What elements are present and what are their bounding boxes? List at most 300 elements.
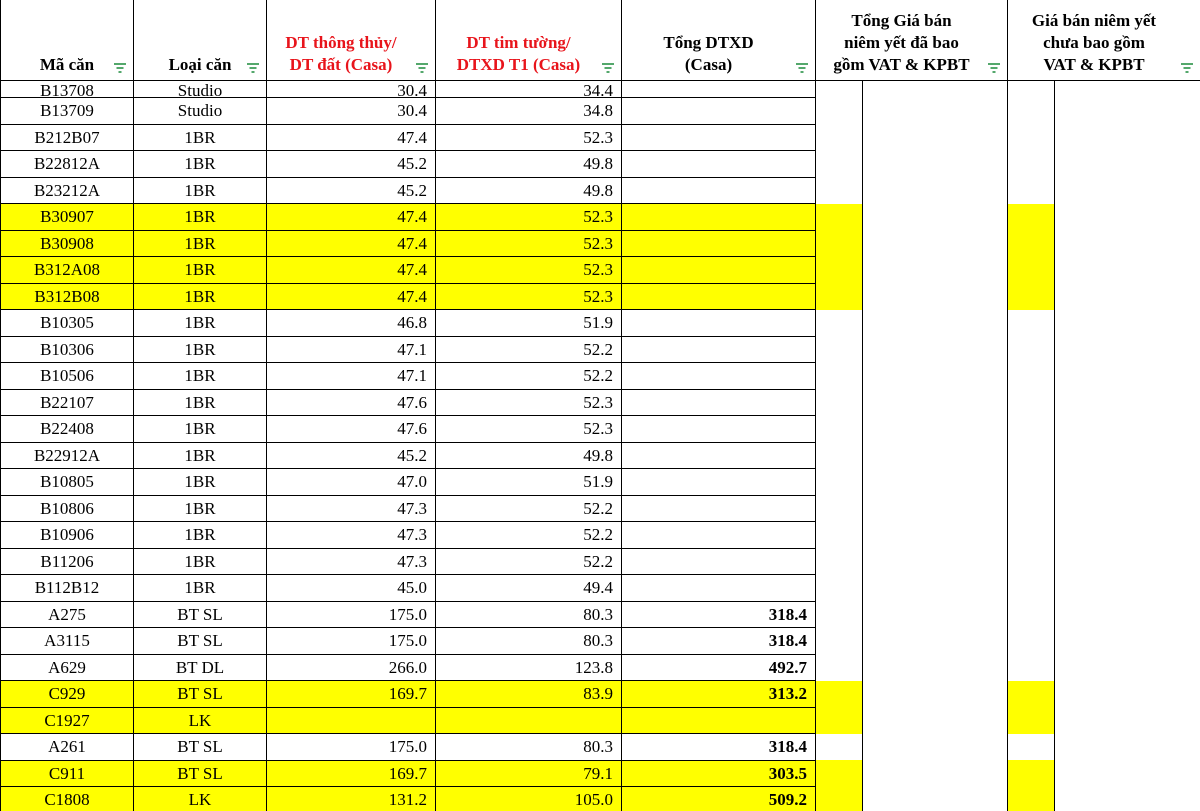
cell-area-wall[interactable]: 80.3 <box>436 628 622 655</box>
header-type <box>134 0 267 81</box>
cell-area-wall[interactable]: 51.9 <box>436 310 622 337</box>
cell-area-wall[interactable]: 123.8 <box>436 654 622 681</box>
cell-fill-strip <box>816 283 863 310</box>
cell-fill-strip <box>1008 760 1055 787</box>
cell-area-net[interactable]: 169.7 <box>267 760 436 787</box>
cell-price-incl[interactable] <box>816 442 1008 469</box>
table-row <box>1 389 1200 416</box>
cell-price-incl[interactable] <box>816 707 1008 734</box>
header-price-excl <box>1008 0 1200 81</box>
header-type-label: Loại căn <box>168 55 232 74</box>
cell-price-incl[interactable] <box>816 283 1008 310</box>
cell-fill-strip <box>816 548 863 575</box>
cell-total-area[interactable]: 318.4 <box>622 628 816 655</box>
filter-icon[interactable] <box>1180 62 1194 74</box>
cell-code[interactable]: C1808 <box>1 787 134 811</box>
cell-total-area[interactable] <box>622 98 816 125</box>
header-price-incl-line2: niêm yết đã bao <box>844 33 959 52</box>
cell-fill-strip <box>816 98 863 125</box>
cell-fill-strip <box>1008 204 1055 231</box>
cell-fill-strip <box>816 177 863 204</box>
header-area-net-line2: DT đất (Casa) <box>289 55 393 74</box>
cell-code[interactable]: B22912A <box>1 442 134 469</box>
cell-area-wall[interactable]: 52.3 <box>436 389 622 416</box>
cell-type[interactable]: 1BR <box>134 283 267 310</box>
cell-price-excl[interactable] <box>1008 469 1200 496</box>
cell-type[interactable]: BT SL <box>134 760 267 787</box>
cell-type[interactable]: 1BR <box>134 416 267 443</box>
cell-code[interactable]: B10805 <box>1 469 134 496</box>
cell-fill-strip <box>816 522 863 549</box>
cell-price-incl[interactable] <box>816 787 1008 811</box>
cell-area-net[interactable]: 47.4 <box>267 257 436 284</box>
cell-type[interactable]: 1BR <box>134 522 267 549</box>
cell-price-excl[interactable] <box>1008 442 1200 469</box>
cell-price-incl[interactable] <box>816 98 1008 125</box>
cell-area-wall[interactable]: 52.3 <box>436 230 622 257</box>
cell-price-incl[interactable] <box>816 204 1008 231</box>
cell-total-area[interactable]: 313.2 <box>622 681 816 708</box>
cell-price-incl[interactable] <box>816 230 1008 257</box>
cell-price-excl[interactable] <box>1008 522 1200 549</box>
cell-area-wall[interactable]: 34.8 <box>436 98 622 125</box>
cell-area-wall[interactable]: 79.1 <box>436 760 622 787</box>
cell-area-wall[interactable]: 80.3 <box>436 601 622 628</box>
cell-area-wall[interactable]: 52.2 <box>436 495 622 522</box>
cell-area-wall[interactable]: 49.8 <box>436 177 622 204</box>
cell-total-area[interactable] <box>622 707 816 734</box>
table-row <box>1 760 1200 787</box>
cell-price-incl[interactable] <box>816 151 1008 178</box>
cell-type[interactable]: 1BR <box>134 204 267 231</box>
cell-total-area[interactable] <box>622 416 816 443</box>
cell-price-excl[interactable] <box>1008 283 1200 310</box>
table-row <box>1 442 1200 469</box>
cell-total-area[interactable]: 492.7 <box>622 654 816 681</box>
cell-area-net[interactable]: 47.3 <box>267 522 436 549</box>
cell-price-excl[interactable] <box>1008 760 1200 787</box>
cell-area-wall[interactable] <box>436 707 622 734</box>
cell-fill-strip <box>816 442 863 469</box>
cell-price-excl[interactable] <box>1008 548 1200 575</box>
cell-total-area[interactable] <box>622 124 816 151</box>
cell-area-net[interactable]: 47.0 <box>267 469 436 496</box>
cell-type[interactable]: 1BR <box>134 310 267 337</box>
cell-fill-strip <box>1008 363 1055 390</box>
header-price-excl-line1: Giá bán niêm yết <box>1031 11 1157 30</box>
cell-fill-strip <box>1008 654 1055 681</box>
cell-price-incl[interactable] <box>816 257 1008 284</box>
cell-fill-strip <box>816 495 863 522</box>
cell-price-excl[interactable] <box>1008 734 1200 761</box>
header-total-area-line2: (Casa) <box>684 55 733 74</box>
header-area-wall-line1: DT tim tường/ <box>466 33 571 52</box>
cell-area-wall[interactable]: 52.2 <box>436 548 622 575</box>
cell-type[interactable]: 1BR <box>134 548 267 575</box>
cell-area-net[interactable]: 47.1 <box>267 363 436 390</box>
cell-fill-strip <box>1008 787 1055 811</box>
cell-type[interactable]: LK <box>134 707 267 734</box>
cell-area-wall[interactable]: 52.3 <box>436 204 622 231</box>
cell-type[interactable]: LK <box>134 787 267 811</box>
cell-area-net[interactable]: 169.7 <box>267 681 436 708</box>
cell-total-area[interactable]: 509.2 <box>622 787 816 811</box>
filter-icon[interactable] <box>601 62 615 74</box>
header-price-excl-line2: chưa bao gồm <box>1043 33 1145 52</box>
cell-fill-strip <box>1008 442 1055 469</box>
cell-fill-strip <box>816 416 863 443</box>
cell-code[interactable]: C911 <box>1 760 134 787</box>
cell-code[interactable]: B13708 <box>1 81 134 98</box>
cell-area-wall[interactable]: 52.2 <box>436 363 622 390</box>
cell-total-area[interactable] <box>622 310 816 337</box>
cell-total-area[interactable] <box>622 177 816 204</box>
cell-type[interactable]: 1BR <box>134 257 267 284</box>
header-price-incl <box>816 0 1008 81</box>
cell-fill-strip <box>1008 681 1055 708</box>
header-area-net <box>267 0 436 81</box>
cell-code[interactable]: B10906 <box>1 522 134 549</box>
header-price-incl-line1: Tổng Giá bán <box>851 11 952 30</box>
cell-area-net[interactable] <box>267 707 436 734</box>
table-row <box>1 469 1200 496</box>
cell-area-net[interactable]: 47.4 <box>267 230 436 257</box>
cell-area-net[interactable]: 131.2 <box>267 787 436 811</box>
cell-code[interactable]: B312A08 <box>1 257 134 284</box>
filter-icon[interactable] <box>795 62 809 74</box>
cell-price-incl[interactable] <box>816 654 1008 681</box>
cell-area-net[interactable]: 45.2 <box>267 151 436 178</box>
cell-total-area[interactable] <box>622 204 816 231</box>
cell-fill-strip <box>816 601 863 628</box>
cell-fill-strip <box>816 310 863 337</box>
cell-total-area[interactable]: 303.5 <box>622 760 816 787</box>
cell-total-area[interactable] <box>622 336 816 363</box>
cell-fill-strip <box>816 257 863 284</box>
table-row <box>1 681 1200 708</box>
cell-fill-strip <box>816 363 863 390</box>
cell-area-net[interactable]: 45.0 <box>267 575 436 602</box>
cell-code[interactable]: B10306 <box>1 336 134 363</box>
cell-area-net[interactable]: 47.4 <box>267 204 436 231</box>
cell-fill-strip <box>1008 548 1055 575</box>
table-row <box>1 230 1200 257</box>
cell-fill-strip <box>1008 628 1055 655</box>
cell-type[interactable]: 1BR <box>134 389 267 416</box>
table-row <box>1 98 1200 125</box>
cell-fill-strip <box>816 389 863 416</box>
cell-code[interactable]: C929 <box>1 681 134 708</box>
cell-fill-strip <box>816 734 863 761</box>
cell-fill-strip <box>816 654 863 681</box>
cell-price-excl[interactable] <box>1008 257 1200 284</box>
cell-type[interactable]: Studio <box>134 98 267 125</box>
cell-type[interactable]: BT SL <box>134 628 267 655</box>
table-row <box>1 495 1200 522</box>
cell-fill-strip <box>1008 177 1055 204</box>
cell-area-wall[interactable]: 52.2 <box>436 336 622 363</box>
table-row <box>1 522 1200 549</box>
cell-area-net[interactable]: 47.6 <box>267 389 436 416</box>
header-total-area <box>622 0 816 81</box>
cell-total-area[interactable] <box>622 389 816 416</box>
table-row <box>1 283 1200 310</box>
cell-code[interactable]: B10506 <box>1 363 134 390</box>
cell-price-excl[interactable] <box>1008 336 1200 363</box>
table-row <box>1 707 1200 734</box>
cell-type[interactable]: BT SL <box>134 601 267 628</box>
cell-price-incl[interactable] <box>816 336 1008 363</box>
cell-fill-strip <box>816 230 863 257</box>
cell-code[interactable]: B13709 <box>1 98 134 125</box>
cell-area-net[interactable]: 175.0 <box>267 628 436 655</box>
cell-code[interactable]: B10305 <box>1 310 134 337</box>
cell-price-excl[interactable] <box>1008 98 1200 125</box>
cell-total-area[interactable] <box>622 575 816 602</box>
cell-price-incl[interactable] <box>816 760 1008 787</box>
cell-price-incl[interactable] <box>816 389 1008 416</box>
cell-price-incl[interactable] <box>816 416 1008 443</box>
cell-fill-strip <box>1008 81 1055 98</box>
cell-area-wall[interactable]: 49.8 <box>436 151 622 178</box>
cell-price-excl[interactable] <box>1008 495 1200 522</box>
cell-fill-strip <box>816 124 863 151</box>
cell-fill-strip <box>1008 522 1055 549</box>
header-area-wall-line2: DTXD T1 (Casa) <box>456 55 581 74</box>
cell-price-excl[interactable] <box>1008 389 1200 416</box>
cell-price-incl[interactable] <box>816 310 1008 337</box>
cell-code[interactable]: B11206 <box>1 548 134 575</box>
cell-type[interactable]: BT SL <box>134 734 267 761</box>
cell-price-excl[interactable] <box>1008 363 1200 390</box>
cell-fill-strip <box>1008 601 1055 628</box>
table-row <box>1 787 1200 811</box>
cell-area-wall[interactable]: 52.3 <box>436 124 622 151</box>
cell-price-excl[interactable] <box>1008 124 1200 151</box>
cell-price-excl[interactable] <box>1008 707 1200 734</box>
cell-code[interactable]: A261 <box>1 734 134 761</box>
cell-fill-strip <box>816 336 863 363</box>
cell-code[interactable]: C1927 <box>1 707 134 734</box>
cell-total-area[interactable] <box>622 495 816 522</box>
cell-total-area[interactable] <box>622 469 816 496</box>
cell-fill-strip <box>816 787 863 811</box>
cell-total-area[interactable] <box>622 151 816 178</box>
cell-code[interactable]: B30907 <box>1 204 134 231</box>
cell-price-incl[interactable] <box>816 81 1008 98</box>
table-row <box>1 628 1200 655</box>
cell-area-wall[interactable]: 83.9 <box>436 681 622 708</box>
cell-area-net[interactable]: 175.0 <box>267 601 436 628</box>
cell-price-excl[interactable] <box>1008 654 1200 681</box>
cell-type[interactable]: BT DL <box>134 654 267 681</box>
cell-code[interactable]: B22408 <box>1 416 134 443</box>
cell-price-incl[interactable] <box>816 495 1008 522</box>
header-code <box>1 0 134 81</box>
cell-total-area[interactable] <box>622 283 816 310</box>
cell-area-wall[interactable]: 52.3 <box>436 283 622 310</box>
cell-total-area[interactable]: 318.4 <box>622 734 816 761</box>
cell-price-incl[interactable] <box>816 734 1008 761</box>
cell-price-incl[interactable] <box>816 522 1008 549</box>
cell-fill-strip <box>816 681 863 708</box>
cell-total-area[interactable] <box>622 81 816 98</box>
cell-fill-strip <box>816 81 863 98</box>
cell-code[interactable]: A275 <box>1 601 134 628</box>
cell-area-net[interactable]: 47.3 <box>267 495 436 522</box>
cell-price-incl[interactable] <box>816 469 1008 496</box>
cell-total-area[interactable] <box>622 522 816 549</box>
cell-fill-strip <box>1008 257 1055 284</box>
cell-area-net[interactable]: 175.0 <box>267 734 436 761</box>
cell-price-excl[interactable] <box>1008 204 1200 231</box>
table-row <box>1 310 1200 337</box>
cell-total-area[interactable] <box>622 257 816 284</box>
header-price-incl-line3: gồm VAT & KPBT <box>833 55 970 74</box>
header-price-excl-line3: VAT & KPBT <box>1043 55 1145 74</box>
cell-code[interactable]: B10806 <box>1 495 134 522</box>
cell-fill-strip <box>816 469 863 496</box>
cell-price-incl[interactable] <box>816 681 1008 708</box>
cell-code[interactable]: B22107 <box>1 389 134 416</box>
header-area-wall <box>436 0 622 81</box>
cell-area-net[interactable]: 30.4 <box>267 98 436 125</box>
cell-price-incl[interactable] <box>816 601 1008 628</box>
cell-area-wall[interactable]: 80.3 <box>436 734 622 761</box>
cell-price-excl[interactable] <box>1008 601 1200 628</box>
table-row <box>1 548 1200 575</box>
cell-type[interactable]: 1BR <box>134 469 267 496</box>
cell-area-wall[interactable]: 52.2 <box>436 522 622 549</box>
table-row <box>1 151 1200 178</box>
cell-total-area[interactable]: 318.4 <box>622 601 816 628</box>
cell-area-net[interactable]: 47.4 <box>267 283 436 310</box>
table-row <box>1 81 1200 98</box>
cell-price-excl[interactable] <box>1008 416 1200 443</box>
cell-fill-strip <box>1008 98 1055 125</box>
cell-fill-strip <box>1008 575 1055 602</box>
cell-type[interactable]: 1BR <box>134 124 267 151</box>
cell-fill-strip <box>816 204 863 231</box>
cell-type[interactable]: Studio <box>134 81 267 98</box>
cell-fill-strip <box>1008 416 1055 443</box>
cell-total-area[interactable] <box>622 230 816 257</box>
cell-price-excl[interactable] <box>1008 575 1200 602</box>
cell-total-area[interactable] <box>622 548 816 575</box>
cell-type[interactable]: 1BR <box>134 442 267 469</box>
cell-price-incl[interactable] <box>816 177 1008 204</box>
cell-price-excl[interactable] <box>1008 230 1200 257</box>
cell-area-net[interactable]: 47.6 <box>267 416 436 443</box>
filter-icon[interactable] <box>113 62 127 74</box>
cell-code[interactable]: B312B08 <box>1 283 134 310</box>
cell-type[interactable]: 1BR <box>134 177 267 204</box>
cell-price-excl[interactable] <box>1008 681 1200 708</box>
table-row <box>1 124 1200 151</box>
cell-area-net[interactable]: 30.4 <box>267 81 436 98</box>
cell-fill-strip <box>1008 707 1055 734</box>
cell-type[interactable]: 1BR <box>134 151 267 178</box>
cell-type[interactable]: 1BR <box>134 230 267 257</box>
cell-fill-strip <box>1008 230 1055 257</box>
cell-type[interactable]: 1BR <box>134 336 267 363</box>
cell-area-wall[interactable]: 105.0 <box>436 787 622 811</box>
cell-fill-strip <box>816 151 863 178</box>
cell-type[interactable]: 1BR <box>134 575 267 602</box>
table-row <box>1 204 1200 231</box>
table-row <box>1 363 1200 390</box>
cell-type[interactable]: BT SL <box>134 681 267 708</box>
table-row <box>1 336 1200 363</box>
cell-price-excl[interactable] <box>1008 177 1200 204</box>
cell-fill-strip <box>1008 283 1055 310</box>
table-row <box>1 416 1200 443</box>
cell-price-incl[interactable] <box>816 548 1008 575</box>
cell-area-net[interactable]: 266.0 <box>267 654 436 681</box>
cell-type[interactable]: 1BR <box>134 495 267 522</box>
cell-price-incl[interactable] <box>816 363 1008 390</box>
table-row <box>1 575 1200 602</box>
cell-total-area[interactable] <box>622 442 816 469</box>
table-row <box>1 177 1200 204</box>
filter-icon[interactable] <box>415 62 429 74</box>
cell-price-incl[interactable] <box>816 124 1008 151</box>
cell-code[interactable]: B30908 <box>1 230 134 257</box>
cell-fill-strip <box>1008 336 1055 363</box>
cell-code[interactable]: A3115 <box>1 628 134 655</box>
cell-area-wall[interactable]: 52.3 <box>436 257 622 284</box>
cell-area-wall[interactable]: 34.4 <box>436 81 622 98</box>
cell-price-excl[interactable] <box>1008 310 1200 337</box>
cell-total-area[interactable] <box>622 363 816 390</box>
cell-area-net[interactable]: 45.2 <box>267 442 436 469</box>
cell-code[interactable]: A629 <box>1 654 134 681</box>
cell-area-net[interactable]: 47.3 <box>267 548 436 575</box>
cell-type[interactable]: 1BR <box>134 363 267 390</box>
cell-area-wall[interactable]: 52.3 <box>436 416 622 443</box>
cell-fill-strip <box>816 760 863 787</box>
cell-code[interactable]: B212B07 <box>1 124 134 151</box>
cell-fill-strip <box>816 707 863 734</box>
cell-area-wall[interactable]: 49.8 <box>436 442 622 469</box>
cell-price-excl[interactable] <box>1008 787 1200 811</box>
table-row <box>1 654 1200 681</box>
table-row <box>1 734 1200 761</box>
cell-price-excl[interactable] <box>1008 628 1200 655</box>
cell-code[interactable]: B112B12 <box>1 575 134 602</box>
cell-price-incl[interactable] <box>816 628 1008 655</box>
header-area-net-line1: DT thông thủy/ <box>285 33 397 52</box>
cell-code[interactable]: B23212A <box>1 177 134 204</box>
cell-code[interactable]: B22812A <box>1 151 134 178</box>
cell-area-wall[interactable]: 51.9 <box>436 469 622 496</box>
cell-price-incl[interactable] <box>816 575 1008 602</box>
table-body <box>1 81 1200 811</box>
cell-area-net[interactable]: 45.2 <box>267 177 436 204</box>
header-code-label: Mã căn <box>39 55 95 74</box>
cell-area-net[interactable]: 47.4 <box>267 124 436 151</box>
cell-area-net[interactable]: 46.8 <box>267 310 436 337</box>
cell-fill-strip <box>816 628 863 655</box>
filter-icon[interactable] <box>987 62 1001 74</box>
cell-price-excl[interactable] <box>1008 151 1200 178</box>
cell-area-wall[interactable]: 49.4 <box>436 575 622 602</box>
cell-fill-strip <box>816 575 863 602</box>
cell-area-net[interactable]: 47.1 <box>267 336 436 363</box>
filter-icon[interactable] <box>246 62 260 74</box>
table-row <box>1 257 1200 284</box>
cell-price-excl[interactable] <box>1008 81 1200 98</box>
